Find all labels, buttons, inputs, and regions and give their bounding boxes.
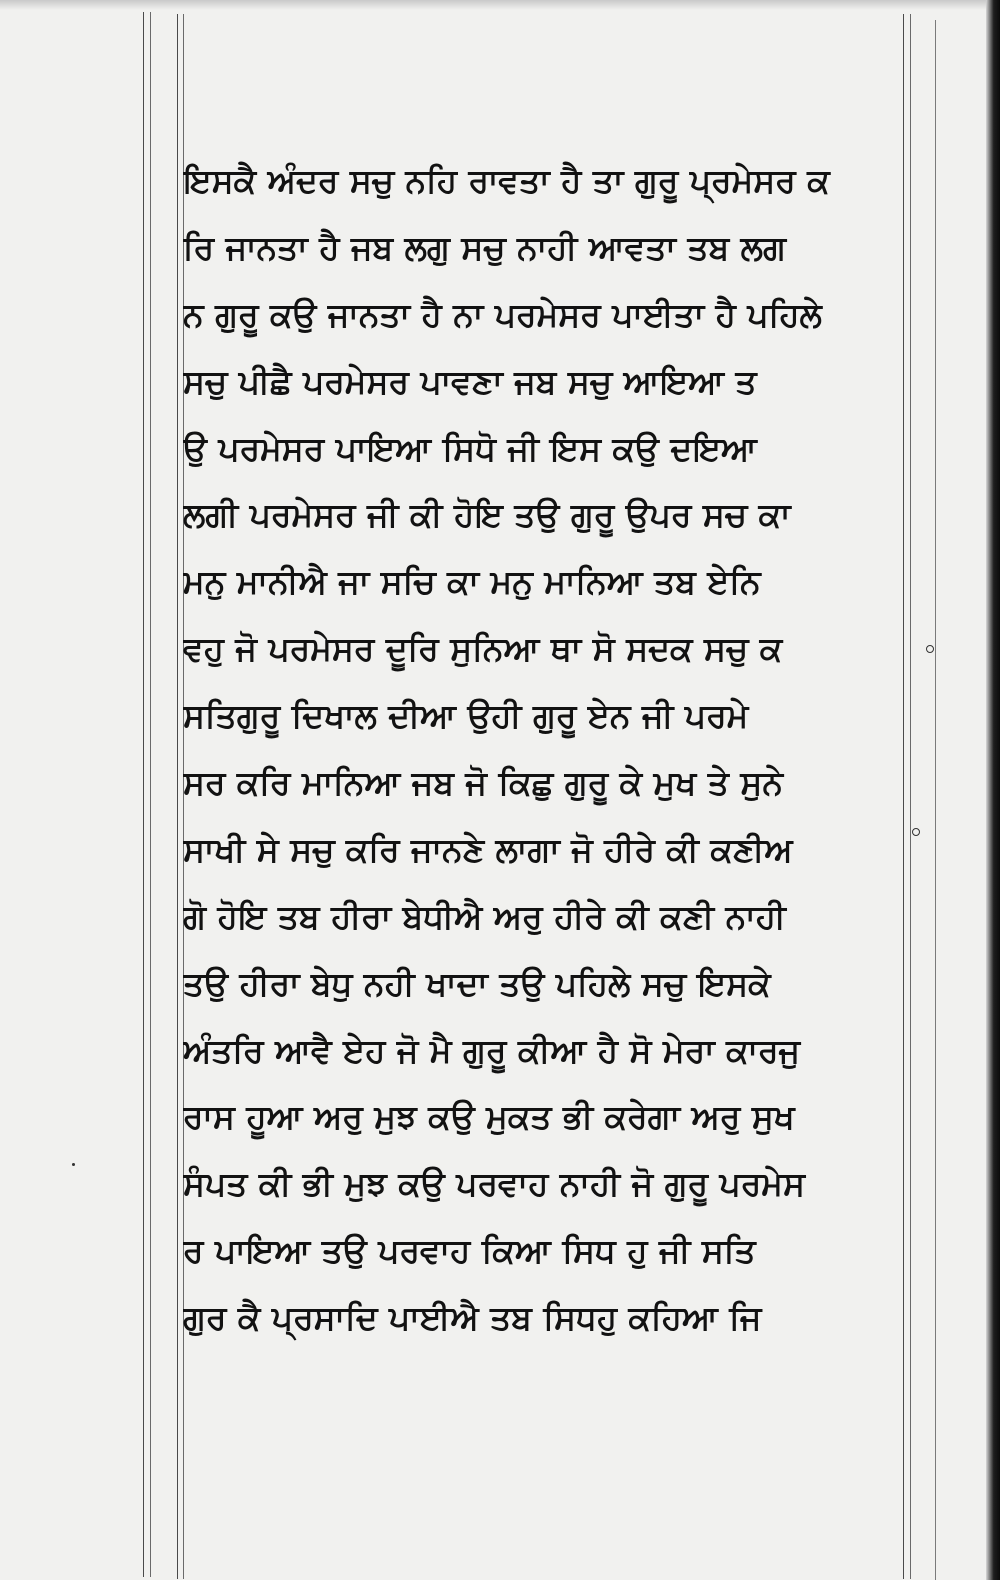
page-top-shadow: [0, 0, 1000, 10]
text-line-15: ਰਾਸ ਹੂਆ ਅਰੁ ਮੁਝ ਕਉ ਮੁਕਤ ਭੀ ਕਰੇਗਾ ਅਰੁ ਸੁਖ: [183, 1097, 795, 1137]
text-line-14: ਅੰਤਰਿ ਆਵੈ ਏਹ ਜੋ ਮੈ ਗੁਰੂ ਕੀਆ ਹੈ ਸੋ ਮੇਰਾ ਕਾਰਜੁ: [183, 1030, 801, 1070]
text-line-8: ਵਹੁ ਜੋ ਪਰਮੇਸਰ ਦੂਰਿ ਸੁਨਿਆ ਥਾ ਸੋ ਸਦਕ ਸਚੁ ਕ: [183, 629, 783, 669]
right-margin-rule-outer: [935, 20, 936, 1580]
margin-ring-mark-upper: [926, 645, 934, 653]
text-line-4: ਸਚੁ ਪੀਛੈ ਪਰਮੇਸਰ ਪਾਵਣਾ ਜਬ ਸਚੁ ਆਇਆ ਤ: [183, 361, 757, 401]
text-line-18: ਗੁਰ ਕੈ ਪ੍ਰਸਾਦਿ ਪਾਈਐ ਤਬ ਸਿਧਹੁ ਕਹਿਆ ਜਿ: [183, 1298, 762, 1338]
left-margin-rule-outer-inner: [150, 12, 151, 1577]
margin-ring-mark-lower: [912, 828, 920, 836]
text-line-6: ਲਗੀ ਪਰਮੇਸਰ ਜੀ ਕੀ ਹੋਇ ਤਉ ਗੁਰੂ ਉਪਰ ਸਚ ਕਾ: [183, 495, 791, 535]
right-margin-rule-inner-second: [910, 14, 911, 1579]
text-line-13: ਤਉ ਹੀਰਾ ਬੇਧੁ ਨਹੀ ਖਾਦਾ ਤਉ ਪਹਿਲੇ ਸਚੁ ਇਸਕੇ: [183, 963, 771, 1003]
page-binding-edge: [986, 0, 1000, 1580]
ink-speck: [72, 1163, 75, 1166]
text-line-10: ਸਰ ਕਰਿ ਮਾਨਿਆ ਜਬ ਜੋ ਕਿਛੁ ਗੁਰੂ ਕੇ ਮੁਖ ਤੇ ਸੁਨੇ: [183, 763, 783, 803]
text-line-11: ਸਾਖੀ ਸੇ ਸਚੁ ਕਰਿ ਜਾਨਣੇ ਲਾਗਾ ਜੋ ਹੀਰੇ ਕੀ ਕਣੀਅ: [183, 829, 793, 869]
text-line-16: ਸੰਪਤ ਕੀ ਭੀ ਮੁਝ ਕਉ ਪਰਵਾਹ ਨਾਹੀ ਜੋ ਗੁਰੂ ਪਰਮੇਸ: [183, 1164, 805, 1204]
text-line-1: ਇਸਕੈ ਅੰਦਰ ਸਚੁ ਨਹਿ ਰਾਵਤਾ ਹੈ ਤਾ ਗੁਰੂ ਪ੍ਰਮੇਸਰ ਕ: [183, 161, 830, 200]
text-line-12: ਗੋ ਹੋਇ ਤਬ ਹੀਰਾ ਬੇਧੀਐ ਅਰੁ ਹੀਰੇ ਕੀ ਕਣੀ ਨਾਹੀ: [183, 896, 786, 936]
manuscript-text-block: [183, 148, 908, 1352]
left-margin-rule-outer: [143, 12, 144, 1577]
text-line-7: ਮਨੁ ਮਾਨੀਐ ਜਾ ਸਚਿ ਕਾ ਮਨੁ ਮਾਨਿਆ ਤਬ ਏਨਿ: [183, 562, 761, 602]
text-line-3: ਨ ਗੁਰੂ ਕਉ ਜਾਨਤਾ ਹੈ ਨਾ ਪਰਮੇਸਰ ਪਾਈਤਾ ਹੈ ਪਹਿਲੇ: [183, 294, 822, 334]
left-margin-rule-inner: [177, 14, 178, 1579]
text-line-9: ਸਤਿਗੁਰੂ ਦਿਖਾਲ ਦੀਆ ਉਹੀ ਗੁਰੂ ਏਨ ਜੀ ਪਰਮੇ: [183, 696, 749, 736]
text-line-17: ਰ ਪਾਇਆ ਤਉ ਪਰਵਾਹ ਕਿਆ ਸਿਧ ਹੁ ਜੀ ਸਤਿ: [183, 1231, 756, 1271]
text-line-5: ਉ ਪਰਮੇਸਰ ਪਾਇਆ ਸਿਧੋ ਜੀ ਇਸ ਕਉ ਦਇਆ: [183, 428, 757, 468]
text-line-2: ਰਿ ਜਾਨਤਾ ਹੈ ਜਬ ਲਗੁ ਸਚੁ ਨਾਹੀ ਆਵਤਾ ਤਬ ਲਗ: [183, 227, 786, 267]
